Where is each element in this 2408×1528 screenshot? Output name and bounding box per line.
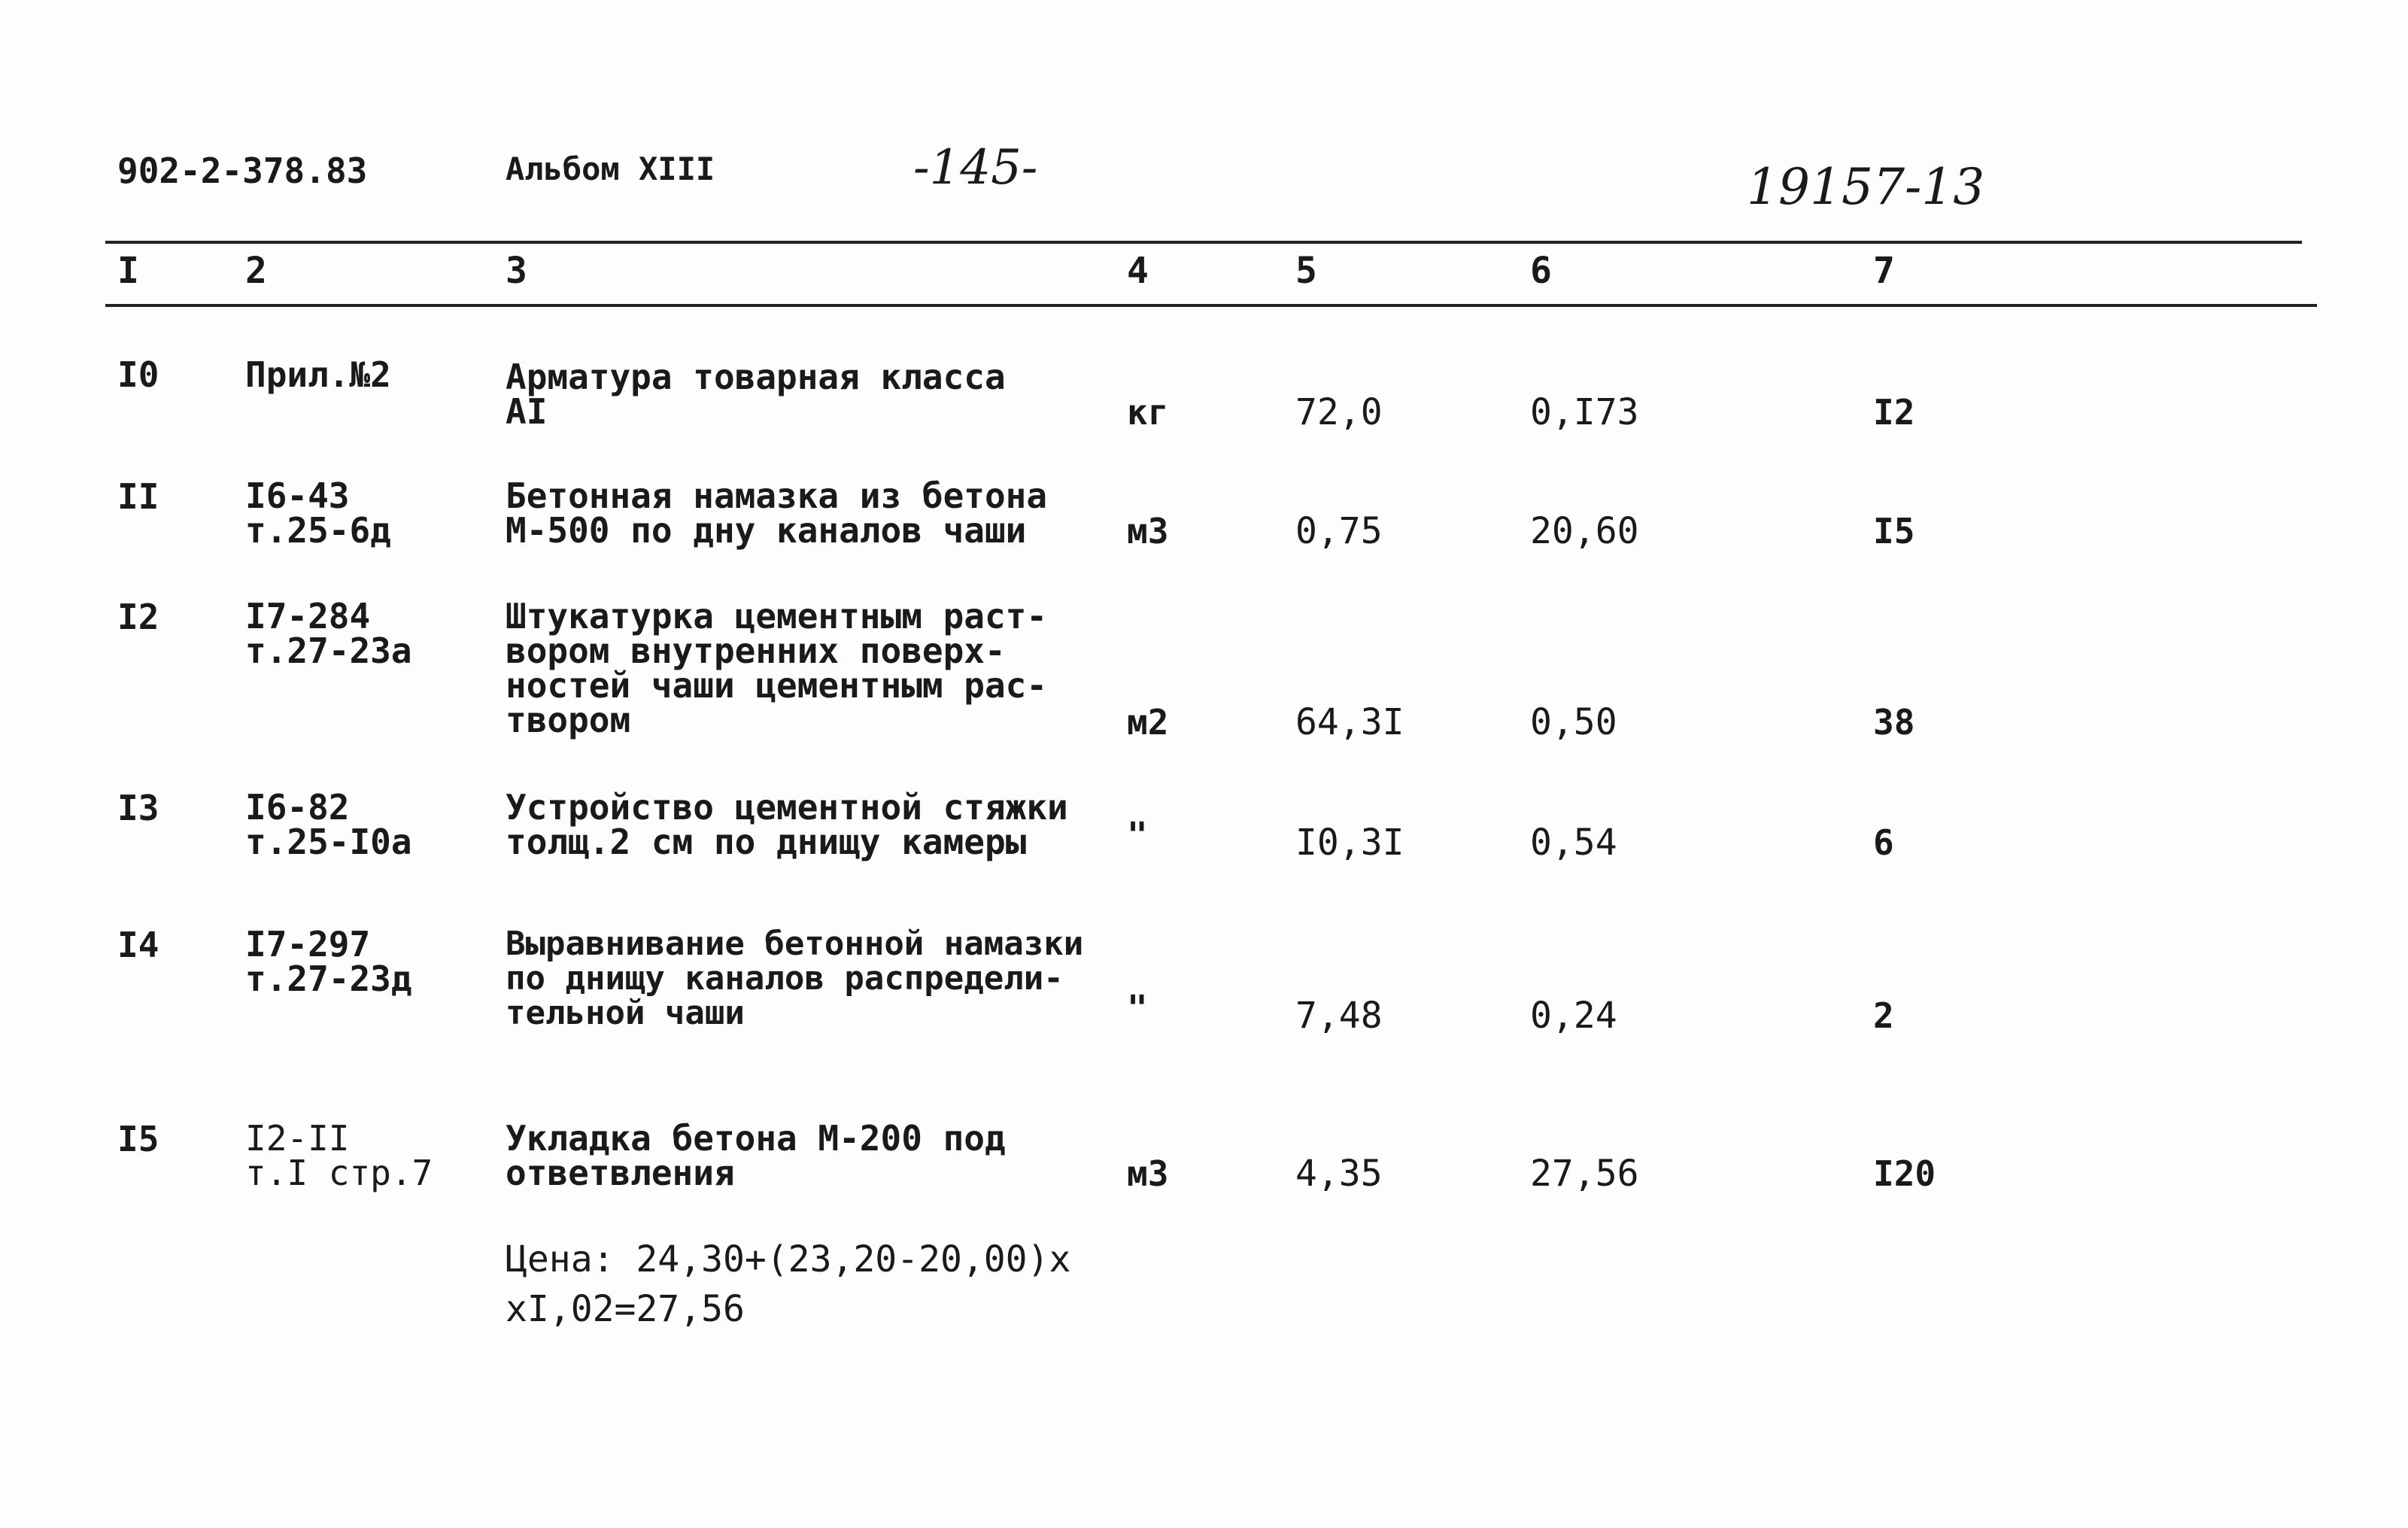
row-unit-price: 0,50 <box>1530 701 1617 743</box>
col-header-6: 6 <box>1530 250 1552 292</box>
row-quantity: 72,0 <box>1295 391 1383 433</box>
document-code: 902-2-378.83 <box>117 150 368 191</box>
row-total: 38 <box>1873 702 1915 743</box>
row-number: I2 <box>117 597 159 637</box>
row-reference: I2-II т.I стр.7 <box>245 1118 433 1193</box>
row-reference: I6-43 т.25-6д <box>245 475 391 551</box>
row-quantity: I0,3I <box>1295 822 1404 864</box>
row-description: Выравнивание бетонной намазки по днищу каналов распредели- тельной чаши <box>506 925 1084 1032</box>
header-bottom-rule <box>105 304 2317 307</box>
row-unit-price: 0,I73 <box>1530 391 1639 433</box>
row-description: Арматура товарная класса AI <box>506 357 1006 432</box>
row-reference: I6-82 т.25-I0а <box>245 787 412 862</box>
col-header-3: 3 <box>506 250 527 292</box>
col-header-5: 5 <box>1295 250 1317 292</box>
row-unit-price: 0,24 <box>1530 995 1617 1037</box>
price-note-line-1: Цена: 24,30+(23,20-20,00)х <box>506 1238 1071 1280</box>
row-total: I5 <box>1873 511 1915 551</box>
archive-number: 19157-13 <box>1747 158 1985 216</box>
row-number: II <box>117 476 159 517</box>
row-unit-price: 20,60 <box>1530 510 1639 552</box>
row-quantity: 7,48 <box>1295 995 1383 1037</box>
album-label: Альбом XIII <box>506 150 715 187</box>
row-description: Устройство цементной стяжки толщ.2 см по днищу камеры <box>506 787 1068 862</box>
col-header-7: 7 <box>1873 250 1895 292</box>
col-header-2: 2 <box>245 250 267 292</box>
row-total: I2 <box>1873 392 1915 433</box>
col-header-4: 4 <box>1127 250 1149 292</box>
row-unit-price: 27,56 <box>1530 1153 1639 1195</box>
row-total: 2 <box>1873 995 1894 1036</box>
row-quantity: 64,3I <box>1295 701 1404 743</box>
row-description: Штукатурка цементным раст- вором внутренних поверх- ностей чаши цементным рас- твором <box>506 596 1048 740</box>
price-note-line-2: хI,02=27,56 <box>506 1288 745 1330</box>
row-reference: I7-297 т.27-23д <box>245 924 412 999</box>
row-number: I5 <box>117 1119 159 1159</box>
row-description: Бетонная намазка из бетона М-500 по дну каналов чаши <box>506 475 1048 551</box>
row-quantity: 0,75 <box>1295 510 1383 552</box>
row-unit: м3 <box>1127 1153 1169 1194</box>
header-top-rule <box>105 241 2302 244</box>
row-unit: " <box>1127 815 1148 855</box>
row-quantity: 4,35 <box>1295 1153 1383 1195</box>
row-unit-price: 0,54 <box>1530 822 1617 864</box>
row-total: I20 <box>1873 1153 1936 1194</box>
row-unit: м2 <box>1127 702 1169 743</box>
page-number: -145- <box>913 140 1038 196</box>
row-unit: кг <box>1127 392 1169 433</box>
row-reference: I7-284 т.27-23а <box>245 596 412 671</box>
row-description: Укладка бетона М-200 под ответвления <box>506 1118 1006 1193</box>
row-reference: Прил.№2 <box>245 354 391 395</box>
row-unit: " <box>1127 988 1148 1028</box>
row-unit: м3 <box>1127 511 1169 551</box>
row-total: 6 <box>1873 822 1894 863</box>
row-number: I3 <box>117 788 159 828</box>
row-number: I4 <box>117 925 159 965</box>
col-header-1: I <box>117 250 139 292</box>
row-number: I0 <box>117 354 159 395</box>
